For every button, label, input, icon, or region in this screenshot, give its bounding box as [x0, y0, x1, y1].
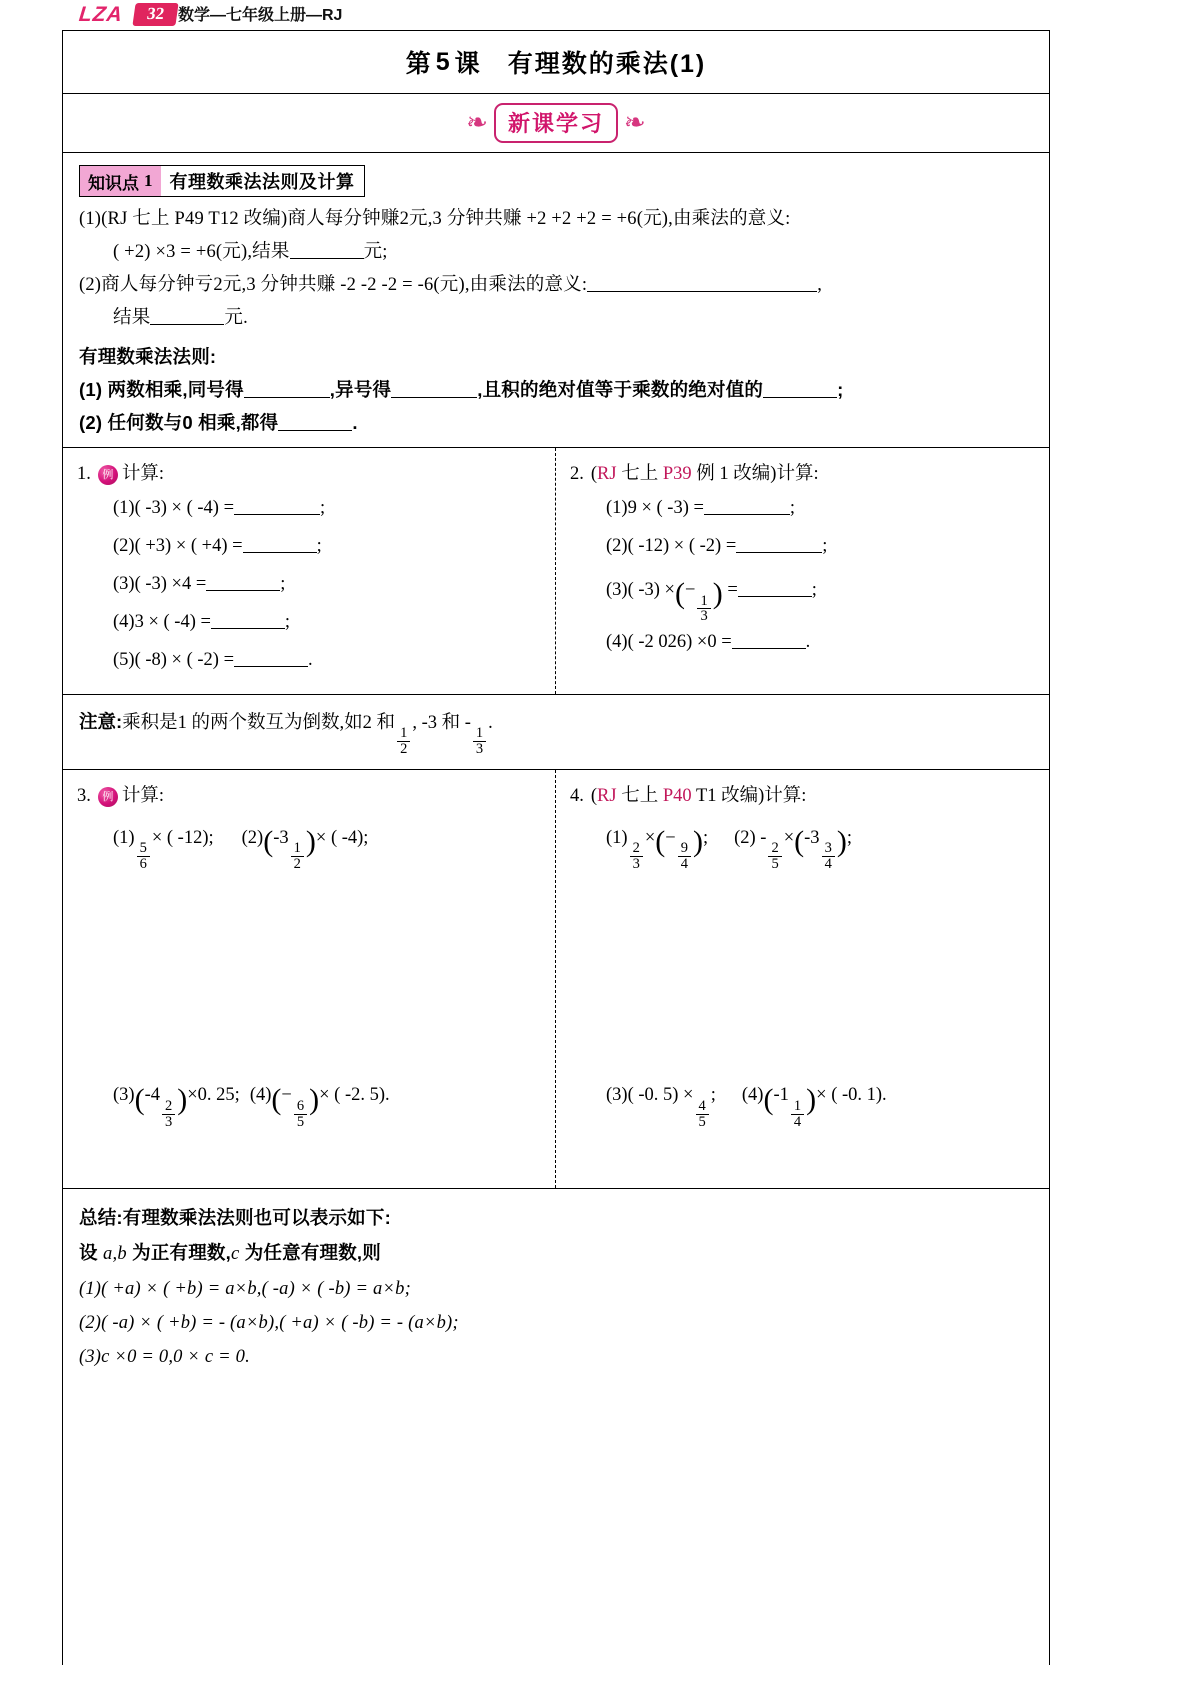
- answer-blank[interactable]: [234, 647, 308, 667]
- q3-p2-int: -3: [273, 827, 289, 848]
- rule1-c: ,且积的绝对值等于乘数的绝对值的: [477, 378, 764, 400]
- q3-head: [77, 782, 541, 812]
- q3-row-1: [77, 812, 541, 872]
- summary-rule-1: (1)( +a) × ( +b) = a×b,( -a) × ( -b) = a×b;: [79, 1278, 411, 1299]
- q1-item-1: [77, 490, 541, 528]
- q3-p3-pre: (3): [113, 1085, 135, 1106]
- q1-prompt: 计算:: [121, 464, 165, 485]
- fraction: [291, 841, 304, 871]
- rule-line-2: [79, 407, 1033, 440]
- q4-row-2: [570, 1069, 1035, 1129]
- fraction: [791, 1099, 804, 1129]
- summary-setup: [79, 1236, 1033, 1271]
- summary-var-c: c: [230, 1244, 240, 1265]
- banner-label: 新课学习: [507, 111, 604, 136]
- q4-p3-pre: (3)( -0. 5) ×: [606, 1085, 694, 1106]
- answer-blank[interactable]: [278, 411, 352, 431]
- paren-open: (: [763, 1082, 774, 1116]
- q1-number: 1.: [77, 464, 91, 485]
- summary-setup-b: 为正有理数,: [126, 1242, 231, 1264]
- answer-blank[interactable]: [234, 496, 320, 516]
- fraction-numerator: 1: [793, 1098, 802, 1115]
- answer-blank[interactable]: [243, 533, 317, 553]
- lesson-name: 有理数的乘法(1): [507, 50, 707, 78]
- q2-item-1-text: (1)9 × ( -3) =: [606, 498, 704, 519]
- q3-row-2: [77, 1069, 541, 1129]
- fraction-denominator: 5: [294, 1114, 307, 1130]
- intro-item2-line2-a: 结果: [113, 307, 151, 328]
- q3-p4-sign: −: [281, 1085, 292, 1106]
- q2-number: 2.: [570, 464, 584, 485]
- q2-item-4: [570, 624, 1035, 662]
- fraction: [162, 1099, 175, 1129]
- q4-p1-pre: (1): [606, 827, 628, 848]
- intro-item2-text: (2)商人每分钟亏2元,3 分钟共赚 -2 -2 -2 = -6(元),由乘法的意义:: [79, 274, 588, 295]
- answer-blank[interactable]: [206, 571, 280, 591]
- content-frame: [62, 30, 1050, 1665]
- rule1-d: ;: [837, 378, 844, 400]
- answer-blank[interactable]: [290, 239, 364, 259]
- q4-source-mid: 七上: [616, 786, 663, 807]
- q4-source-t: T1 改编): [691, 786, 765, 807]
- ornament-left-icon: ❧: [466, 108, 488, 138]
- fraction-numerator: 9: [680, 840, 688, 857]
- intro-item1-line1: (1)(RJ 七上 P49 T12 改编)商人每分钟赚2元,3 分钟共赚 +2 +2 +2 = +6(元),由乘法的意义:: [79, 209, 791, 229]
- answer-blank[interactable]: [244, 378, 330, 398]
- q4-p1-post: ;: [702, 827, 709, 848]
- q1-item-2: [77, 528, 541, 566]
- ornament-right-icon: ❧: [624, 108, 646, 138]
- paren-close: ): [309, 1082, 320, 1116]
- knowledge-point-title: 有理数乘法法则及计算: [169, 172, 355, 192]
- paren-close: ): [712, 577, 723, 611]
- q1-head: [77, 460, 541, 490]
- q2-source: [591, 460, 777, 490]
- intro-item1-line2-a: ( +2) ×3 = +6(元),结果: [113, 241, 290, 262]
- q3-p2-post: × ( -4);: [315, 827, 369, 848]
- paren-open: (: [271, 1082, 282, 1116]
- banner-box: [494, 103, 618, 143]
- knowledge-point-row: [63, 153, 1049, 197]
- intro-item1-line2: [79, 236, 1033, 269]
- q4-row-1: [570, 812, 1035, 872]
- q2-source-rj: RJ: [597, 464, 617, 485]
- q1-item-2-end: ;: [316, 535, 322, 556]
- rule2-b: .: [352, 411, 358, 433]
- rule1-a: (1) 两数相乘,同号得: [79, 378, 244, 400]
- fraction: [137, 841, 150, 871]
- fraction-denominator: 4: [822, 856, 835, 872]
- fraction-numerator: 2: [165, 1098, 173, 1115]
- q4-p4-int: -1: [773, 1085, 789, 1106]
- q2-item-3-pre: (3)( -3) ×: [606, 579, 675, 600]
- q2-item-3-sign: −: [685, 579, 696, 600]
- paren-close: ): [692, 825, 703, 859]
- fraction: [294, 1099, 307, 1129]
- fraction-denominator: 5: [696, 1114, 709, 1130]
- lesson-title: [63, 31, 1049, 94]
- intro-item2-line1: [79, 269, 1033, 302]
- q4-p2-mid: ×: [783, 827, 795, 848]
- example-badge-icon: 例: [98, 465, 118, 485]
- q2-source-page: P39: [662, 464, 692, 485]
- summary-heading: 有理数乘法法则也可以表示如下:: [122, 1207, 391, 1229]
- kp-tag-label: 知识点: [88, 173, 139, 193]
- summary-rule-3: (3)c ×0 = 0,0 × c = 0.: [79, 1347, 250, 1368]
- rules-heading: 有理数乘法法则:: [79, 345, 217, 367]
- paren-close: ): [177, 1082, 188, 1116]
- answer-blank[interactable]: [704, 496, 790, 516]
- summary-vars-ab: a,b: [103, 1244, 127, 1265]
- q2-item-3-eq: =: [727, 579, 738, 600]
- q3-p1-pre: (1): [113, 827, 135, 848]
- paren-close: ): [806, 1082, 817, 1116]
- fraction-numerator: 2: [771, 840, 779, 857]
- exercise-row-2: [63, 769, 1049, 1188]
- q3-p2-pre: (2): [241, 827, 264, 848]
- q4-p2-post: ;: [846, 827, 852, 848]
- fraction-numerator: 1: [475, 725, 484, 742]
- kp-tag-number: 1: [144, 171, 153, 190]
- page-number: 32: [132, 3, 178, 26]
- fraction-denominator: 3: [697, 608, 710, 624]
- q3-number: 3.: [77, 786, 91, 807]
- q1-item-4-end: ;: [284, 611, 291, 632]
- fraction: [678, 841, 691, 871]
- summary-heading-line: [79, 1201, 1033, 1236]
- q2-item-1: [570, 490, 1035, 528]
- fraction: [768, 841, 781, 871]
- q2-item-2: [570, 528, 1035, 566]
- q4-source: [591, 782, 764, 812]
- fraction-denominator: 6: [137, 856, 150, 872]
- paren-open: (: [794, 825, 805, 859]
- fraction: [397, 726, 410, 756]
- summary-setup-c: 为任意有理数,则: [239, 1242, 381, 1264]
- q2-item-4-text: (4)( -2 026) ×0 =: [606, 631, 732, 652]
- rule-line-1: [79, 374, 1033, 407]
- q4-head: [570, 782, 1035, 812]
- answer-blank[interactable]: [732, 629, 806, 649]
- intro-item1-line2-b: 元;: [363, 241, 388, 262]
- q1-item-5-text: (5)( -8) × ( -2) =: [113, 649, 235, 670]
- intro-item2-tail: ,: [817, 274, 823, 295]
- q3-p1-post: × ( -12);: [151, 827, 214, 848]
- rule2-a: (2) 任何数与0 相乘,都得: [79, 411, 279, 433]
- fraction-denominator: 3: [473, 741, 486, 757]
- q2-prompt: 计算:: [776, 464, 819, 485]
- lesson-number: 5: [435, 47, 452, 76]
- q2-item-3: [570, 566, 1035, 624]
- summary-label: 总结:: [79, 1207, 123, 1229]
- fraction-numerator: 3: [824, 840, 832, 857]
- q1-item-1-text: (1)( -3) × ( -4) =: [113, 498, 235, 519]
- intro-item2-line2-b: 元.: [224, 307, 248, 328]
- fraction-numerator: 1: [293, 840, 301, 857]
- fraction: [473, 726, 486, 756]
- q4-p4-post: × ( -0. 1).: [816, 1085, 887, 1106]
- q1-item-4: [77, 604, 541, 642]
- intro-item2-line2: [79, 302, 1033, 335]
- note-text-b: , -3 和 -: [412, 712, 471, 733]
- q4-p1-mid: ×: [644, 827, 656, 848]
- paren-open: (: [675, 577, 685, 611]
- q2-head: [570, 460, 1035, 490]
- paren-open: (: [655, 825, 666, 859]
- q4-p4-pre: (4): [741, 1085, 764, 1106]
- q3-p3-post: ×0. 25;: [187, 1085, 240, 1106]
- intro-block: [63, 197, 1049, 447]
- q4-p2-pre: (2) -: [734, 827, 767, 848]
- q1-item-5: [77, 642, 541, 680]
- summary-block: [63, 1188, 1049, 1392]
- summary-rule-2: (2)( -a) × ( +b) = - (a×b),( +a) × ( -b) = - (a×b);: [79, 1312, 459, 1333]
- fraction-numerator: 5: [139, 840, 147, 857]
- q1-item-3-end: ;: [280, 573, 286, 594]
- q1-item-3: [77, 566, 541, 604]
- note-label: 注意:: [79, 710, 123, 732]
- q4-source-page: P40: [662, 786, 692, 807]
- q1-item-1-end: ;: [320, 498, 326, 519]
- fraction: [630, 841, 643, 871]
- example-badge-icon: 例: [98, 787, 118, 807]
- fraction-numerator: 4: [698, 1098, 706, 1115]
- fraction-denominator: 4: [791, 1114, 804, 1130]
- q4-prompt: 计算:: [764, 786, 807, 807]
- fraction: [822, 841, 835, 871]
- paren-open: (: [263, 825, 274, 859]
- q3-p4-pre: (4): [249, 1085, 272, 1106]
- q4-p2-int: -3: [804, 827, 820, 848]
- note-band: [63, 694, 1049, 770]
- q4-p1-sign: −: [665, 827, 676, 848]
- fraction-numerator: 1: [400, 725, 408, 742]
- q2-item-2-end: ;: [822, 535, 828, 556]
- fraction-numerator: 6: [296, 1098, 305, 1115]
- answer-blank[interactable]: [150, 305, 224, 325]
- section-banner-row: [63, 94, 1049, 153]
- publisher-logo: [62, 1, 177, 27]
- logo-text: LZA: [77, 2, 125, 25]
- fraction-denominator: 2: [291, 856, 304, 872]
- q2-item-2-text: (2)( -12) × ( -2) =: [606, 535, 737, 556]
- fraction-numerator: 1: [700, 592, 708, 609]
- exercise-3: [63, 770, 556, 1188]
- answer-blank[interactable]: [211, 609, 285, 629]
- q4-source-open: (: [590, 786, 598, 807]
- q2-source-tail: 例 1 改编): [691, 464, 777, 485]
- q1-item-4-text: (4)3 × ( -4) =: [113, 611, 211, 632]
- rule1-b: ,异号得: [329, 378, 392, 400]
- fraction: [696, 1099, 709, 1129]
- note-text-c: .: [488, 712, 493, 733]
- fraction-numerator: 2: [632, 840, 640, 857]
- exercise-1: [63, 448, 556, 693]
- exercise-4: [556, 770, 1049, 1188]
- lesson-prefix: 第: [405, 50, 433, 78]
- exercise-row-1: [63, 447, 1049, 693]
- summary-setup-a: 设: [79, 1242, 104, 1264]
- answer-blank[interactable]: [763, 378, 837, 398]
- paren-close: ): [836, 825, 847, 859]
- q1-item-5-end: .: [308, 649, 313, 670]
- fraction-denominator: 3: [630, 856, 643, 872]
- exercise-2: [556, 448, 1049, 693]
- paren-open: (: [134, 1082, 145, 1116]
- q2-item-4-end: .: [805, 631, 811, 652]
- fraction: [697, 594, 710, 624]
- q2-source-open: (: [590, 464, 598, 485]
- answer-blank[interactable]: [587, 272, 817, 292]
- page-header: [0, 0, 1200, 28]
- q4-p3-post: ;: [710, 1085, 716, 1106]
- q3-p3-int: -4: [144, 1085, 160, 1106]
- answer-blank[interactable]: [391, 378, 477, 398]
- q3-p4-post: × ( -2. 5).: [319, 1085, 390, 1106]
- answer-blank[interactable]: [738, 577, 812, 597]
- fraction-denominator: 4: [678, 856, 691, 872]
- answer-blank[interactable]: [736, 533, 822, 553]
- q1-item-3-text: (3)( -3) ×4 =: [113, 573, 207, 594]
- fraction-denominator: 2: [397, 741, 410, 757]
- lesson-unit: 课: [454, 50, 482, 78]
- q2-item-1-end: ;: [789, 498, 796, 519]
- fraction-denominator: 5: [768, 856, 781, 872]
- knowledge-point-tag: [80, 166, 161, 196]
- fraction-denominator: 3: [162, 1114, 175, 1130]
- q4-number: 4.: [570, 786, 584, 807]
- note-text-a: 乘积是1 的两个数互为倒数,如2 和: [122, 712, 396, 733]
- q1-item-2-text: (2)( +3) × ( +4) =: [113, 535, 243, 556]
- paren-close: ): [305, 825, 316, 859]
- q3-prompt: 计算:: [121, 786, 165, 807]
- q2-item-3-end: ;: [811, 579, 817, 600]
- q2-source-mid: 七上: [616, 464, 663, 485]
- knowledge-point-box: [79, 165, 365, 197]
- q4-source-rj: RJ: [597, 786, 617, 807]
- book-title: 数学—七年级上册—RJ: [178, 7, 343, 24]
- section-banner: [466, 103, 646, 143]
